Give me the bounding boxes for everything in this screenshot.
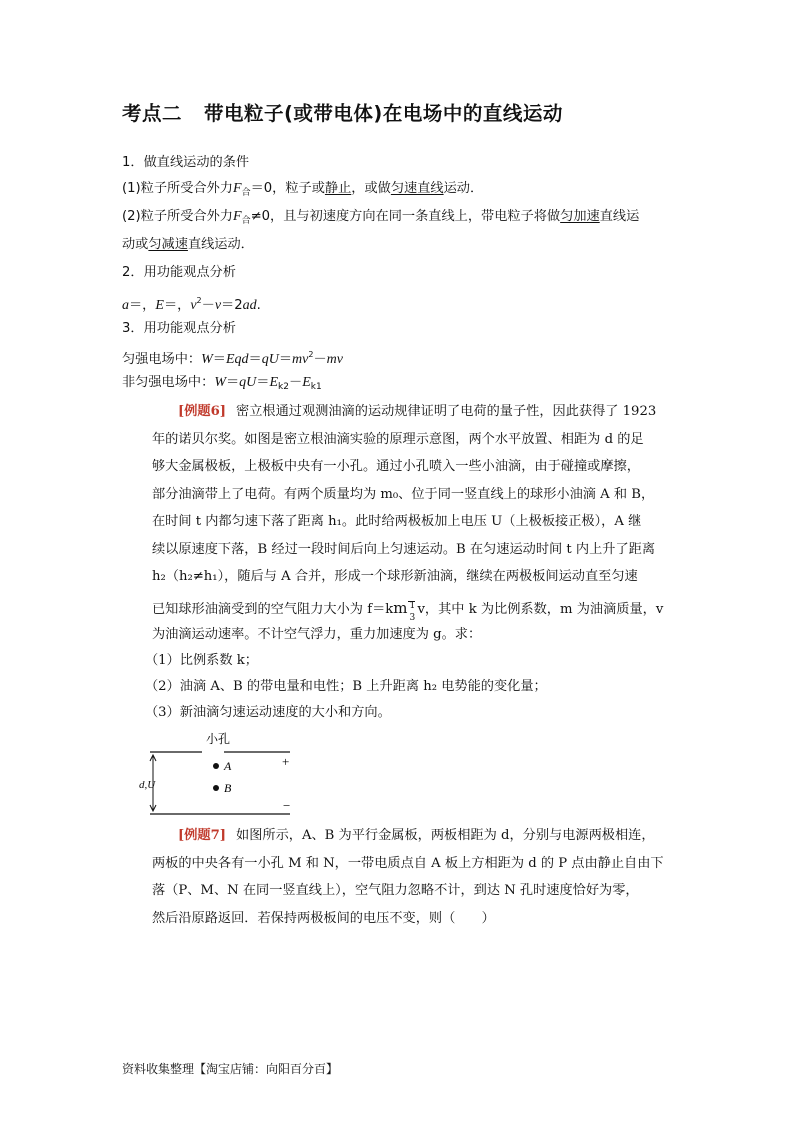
- section1-heading: 1．做直线运动的条件: [122, 155, 250, 170]
- du-label: d,U: [139, 779, 156, 791]
- example6-label: [例题6]: [178, 404, 227, 419]
- section2-heading: 2．用功能观点分析: [122, 265, 236, 280]
- fraction: 1 3: [409, 600, 416, 623]
- example7-line: 两板的中央各有一小孔 M 和 N，一带电质点自 A 板上方相距为 d 的 P 点由静止自由下: [152, 855, 664, 871]
- nonuniform-field-formula: 非匀强电场中：$W=qU=E_{k2}-E_{k1}$: [122, 375, 322, 392]
- example6-line: 续以原速度下落，B 经过一段时间后向上匀速运动。B 在匀速运动时间 t 内上升了距离: [152, 541, 656, 557]
- example6-line: [例题6] 密立根通过观测油滴的运动规律证明了电荷的量子性，因此获得了 1923: [178, 404, 657, 419]
- section1-item2: (2)粒子所受合外力$F_合\ne 0$，且与初速度方向在同一条直线上，带电粒子将做匀加速直线运: [122, 209, 640, 226]
- example6-line: 为油滴运动速率。不计空气浮力，重力加速度为 g。求：: [152, 626, 482, 642]
- example6-line: h₂（h₂≠h₁），随后与 A 合并，形成一个球形新油滴，继续在两极板间运动直至匀速: [152, 569, 638, 584]
- question-3: （3）新油滴匀速运动速度的大小和方向。: [145, 705, 391, 720]
- section2-formula: a＝，E＝，$v^2-v=2ad$.: [122, 296, 261, 313]
- question-2: （2）油滴 A、B 的带电量和电性；B 上升距离 h₂ 电势能的变化量；: [145, 679, 547, 694]
- minus-sign: −: [283, 798, 291, 813]
- hole-label: 小孔: [206, 732, 231, 746]
- question-1: （1）比例系数 k；: [145, 653, 258, 668]
- section3-heading: 3．用功能观点分析: [122, 321, 236, 336]
- plus-sign: +: [282, 754, 290, 769]
- example7-line: [例题7] 如图所示，A、B 为平行金属板，两板相距为 d，分别与电源两极相连，: [178, 828, 655, 843]
- example6-line: 部分油滴带上了电荷。有两个质量均为 m₀、位于同一竖直线上的球形小油滴 A 和 B，: [152, 486, 655, 502]
- example6: [152, 398, 680, 648]
- example7-line: 然后沿原路返回．若保持两极板间的电压不变，则（ ）: [152, 910, 495, 926]
- page-title: 考点二 带电粒子(或带电体)在电场中的直线运动: [122, 102, 563, 125]
- droplet-a-label: A: [224, 759, 232, 773]
- example7: [152, 822, 680, 932]
- footer: 资料收集整理【淘宝店铺：向阳百分百】: [122, 1062, 339, 1076]
- droplet-b-label: B: [224, 781, 232, 795]
- example6-line: 已知球形油滴受到的空气阻力大小为 f＝km 1 3 v，其中 k 为比例系数，m 为油滴质量，v: [152, 598, 664, 623]
- example7-label: [例题7]: [178, 828, 227, 843]
- example6-line: 够大金属极板，上极板中央有一小孔。通过小孔喷入一些小油滴，由于碰撞或摩擦，: [152, 459, 640, 474]
- example7-line: 落（P、M、N 在同一竖直线上），空气阻力忽略不计，到达 N 孔时速度恰好为零，: [152, 883, 639, 898]
- droplet-b: [213, 785, 219, 791]
- example6-line: 年的诺贝尔奖。如图是密立根油滴实验的原理示意图，两个水平放置、相距为 d 的足: [152, 431, 644, 447]
- uniform-field-formula: 匀强电场中：$W=Eqd=qU=mv^2-mv$: [122, 350, 343, 367]
- section1-item2-cont: 动或匀减速直线运动．: [122, 237, 254, 252]
- millikan-diagram: [136, 728, 306, 820]
- droplet-a: [213, 763, 219, 769]
- example6-line: 在时间 t 内都匀速下落了距离 h₁。此时给两极板加上电压 U（上极板接正极），A 继: [152, 514, 642, 529]
- section1-item1: (1)粒子所受合外力$F_合=0$，粒子或静止，或做匀速直线运动．: [122, 181, 484, 198]
